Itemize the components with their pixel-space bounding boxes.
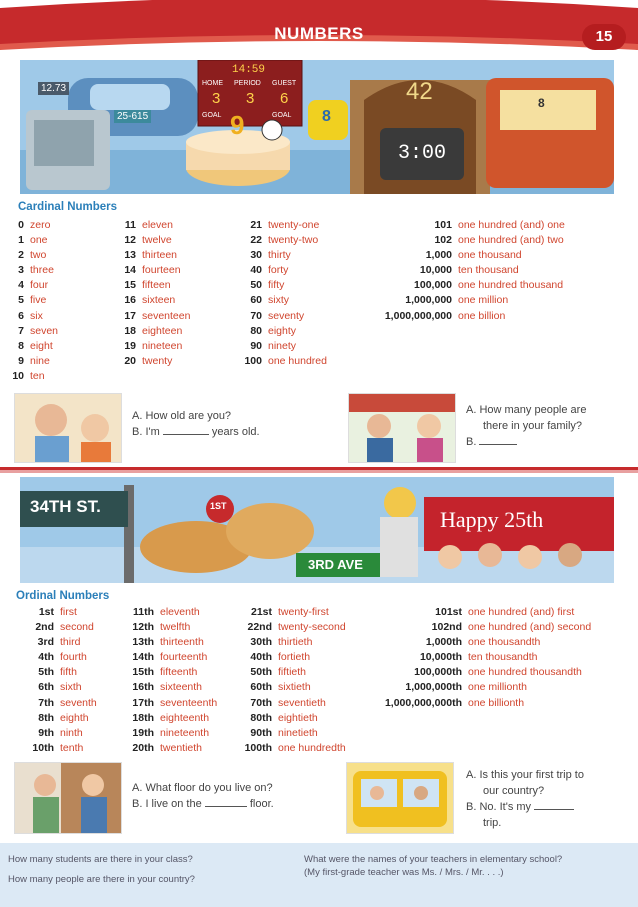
number-figure: 3 xyxy=(18,264,24,277)
number-word: eleven xyxy=(142,219,173,231)
number-figure: 20 xyxy=(124,354,136,367)
number-word: one thousandth xyxy=(468,636,541,649)
number-word: seventy xyxy=(268,309,305,322)
number-figure: 40th xyxy=(250,651,272,664)
number-figure: 4th xyxy=(38,651,54,664)
number-figure: 21 xyxy=(250,219,262,231)
number-word: sixteen xyxy=(142,294,176,307)
number-figure: 30th xyxy=(250,636,272,649)
number-word: one hundred (and) two xyxy=(458,234,564,247)
ordinal-title: Ordinal Numbers xyxy=(16,590,110,602)
number-word: forty xyxy=(268,264,289,277)
qa-family xyxy=(466,402,586,450)
number-row xyxy=(226,248,327,263)
scoreboard-guest-score: 6 xyxy=(280,90,289,107)
number-row xyxy=(8,369,58,384)
number-row xyxy=(112,680,217,695)
number-word: first xyxy=(60,606,77,618)
number-word: one xyxy=(30,234,48,247)
number-word: one hundred (and) one xyxy=(458,219,565,231)
number-figure: 9th xyxy=(38,726,54,739)
number-word: ninetieth xyxy=(278,726,318,739)
number-row xyxy=(112,696,217,711)
qa-family-question-2: there in your family? xyxy=(483,420,583,432)
number-figure: 80th xyxy=(250,711,272,724)
number-figure: 17 xyxy=(124,309,136,322)
number-row xyxy=(112,620,217,635)
number-word: tenth xyxy=(60,741,84,754)
number-figure: 5 xyxy=(18,294,24,307)
clock-display: 3:00 xyxy=(398,142,447,165)
number-word: seventieth xyxy=(278,696,326,709)
number-figure: 100th xyxy=(244,741,272,754)
taxi-illustration xyxy=(346,762,454,834)
number-word: zero xyxy=(30,219,51,231)
avenue-sign: 3RD AVE xyxy=(308,557,363,572)
number-row xyxy=(8,278,58,293)
number-figure: 6th xyxy=(38,681,54,694)
cardinal-illustration xyxy=(20,60,614,194)
number-word: thirtieth xyxy=(278,636,313,649)
number-figure: 13 xyxy=(124,249,136,262)
number-row xyxy=(112,711,217,726)
number-figure: 15th xyxy=(132,666,154,679)
number-row xyxy=(226,263,327,278)
number-row xyxy=(230,680,346,695)
number-word: one hundred xyxy=(268,354,327,367)
ordinal-col4 xyxy=(364,605,591,711)
qa-trip xyxy=(466,767,584,831)
footer-question-teachers: What were the names of your teachers in elementary school? xyxy=(304,854,563,865)
number-row xyxy=(106,233,190,248)
number-figure: 3rd xyxy=(37,636,54,649)
number-word: three xyxy=(30,264,54,277)
number-word: twentieth xyxy=(160,741,203,754)
number-figure: 8 xyxy=(18,339,24,352)
scoreboard-goal-left: GOAL xyxy=(202,112,222,119)
number-figure: 100,000 xyxy=(414,279,452,292)
footer-example-teachers: (My first-grade teacher was Ms. / Mrs. / Mr. . . .) xyxy=(304,867,504,878)
apartment-illustration xyxy=(14,762,122,834)
number-row xyxy=(230,620,346,635)
number-word: fifteen xyxy=(142,279,171,292)
number-word: twenty-second xyxy=(278,621,346,634)
number-figure: 22nd xyxy=(247,621,272,634)
number-row xyxy=(230,711,346,726)
number-row xyxy=(106,354,190,369)
footer-question-country: How many people are there in your country? xyxy=(8,874,195,885)
number-word: fifteenth xyxy=(160,666,198,679)
number-row xyxy=(226,354,327,369)
number-figure: 17th xyxy=(132,696,154,709)
number-word: twenty xyxy=(142,354,173,367)
family-illustration xyxy=(348,393,456,463)
qa-age-answer: B. I'm years old. xyxy=(132,426,260,438)
number-row xyxy=(364,665,591,680)
number-row xyxy=(226,218,327,233)
scoreboard-home-score: 3 xyxy=(212,90,221,107)
number-row xyxy=(112,665,217,680)
section-divider xyxy=(0,467,638,473)
number-figure: 1 xyxy=(18,234,24,247)
street-sign: 34TH ST. xyxy=(30,497,101,516)
qa-family-answer: B. xyxy=(466,434,586,450)
number-figure: 100 xyxy=(244,354,262,367)
discussion-footer xyxy=(0,843,638,907)
number-figure: 20th xyxy=(132,741,154,754)
number-row xyxy=(360,248,565,263)
number-figure: 13th xyxy=(132,636,154,649)
qa-floor xyxy=(132,780,274,812)
number-row xyxy=(106,309,190,324)
number-word: one billion xyxy=(458,309,506,322)
number-row xyxy=(360,278,565,293)
number-row xyxy=(10,726,97,741)
number-word: sixty xyxy=(268,294,289,307)
number-figure: 1st xyxy=(38,606,54,618)
qa-trip-question-2: our country? xyxy=(483,785,545,797)
number-word: one hundred (and) second xyxy=(468,621,592,634)
number-row xyxy=(226,324,327,339)
qa-age-question: A. How old are you? xyxy=(132,410,232,422)
number-word: eighty xyxy=(268,324,297,337)
ordinal-illustration xyxy=(20,477,614,583)
number-word: nineteenth xyxy=(160,726,210,739)
number-row xyxy=(226,233,327,248)
number-row xyxy=(112,650,217,665)
number-word: sixtieth xyxy=(278,681,311,694)
number-figure: 11 xyxy=(124,219,136,231)
number-figure: 101st xyxy=(435,606,462,618)
number-word: two xyxy=(30,249,47,262)
scoreboard-guest-label: GUEST xyxy=(272,80,297,87)
number-word: twenty-first xyxy=(278,606,329,618)
number-word: one billionth xyxy=(468,696,525,709)
number-row xyxy=(360,233,565,248)
qa-age xyxy=(132,408,260,440)
number-word: seventh xyxy=(60,696,97,709)
number-word: seventeen xyxy=(142,309,191,322)
player-number: 8 xyxy=(322,108,331,125)
number-figure: 1,000 xyxy=(425,249,452,262)
number-row xyxy=(364,650,591,665)
number-row xyxy=(360,293,565,308)
number-figure: 1,000,000,000 xyxy=(384,309,452,322)
number-figure: 19th xyxy=(132,726,154,739)
number-row xyxy=(106,248,190,263)
number-figure: 1,000,000,000th xyxy=(384,696,462,709)
number-figure: 11th xyxy=(132,606,154,618)
anniversary-banner: Happy 25th xyxy=(440,507,544,532)
kids-age-illustration xyxy=(14,393,122,463)
number-row xyxy=(226,278,327,293)
number-word: thirteenth xyxy=(160,636,204,649)
number-figure: 21st xyxy=(250,606,272,618)
scoreboard-time: 14:59 xyxy=(232,64,266,76)
number-row xyxy=(230,605,346,620)
number-figure: 0 xyxy=(18,219,24,231)
number-word: ninety xyxy=(268,339,297,352)
cardinal-col1 xyxy=(8,218,58,384)
number-word: sixth xyxy=(60,681,82,694)
qa-trip-question-1: A. Is this your first trip to xyxy=(466,769,584,781)
number-word: fifty xyxy=(268,279,285,292)
number-word: sixteenth xyxy=(160,681,203,694)
door-number: 42 xyxy=(406,78,433,105)
number-word: fourteen xyxy=(142,264,181,277)
scoreboard-goal-right: GOAL xyxy=(272,112,292,119)
number-row xyxy=(10,665,97,680)
cardinal-col2 xyxy=(106,218,190,369)
number-figure: 2 xyxy=(18,249,24,262)
page-title: NUMBERS xyxy=(274,24,364,43)
number-word: eighteen xyxy=(142,324,183,337)
qa-trip-answer-2: trip. xyxy=(483,817,502,829)
number-row xyxy=(226,293,327,308)
number-word: twenty-two xyxy=(268,234,319,247)
number-figure: 19 xyxy=(124,339,136,352)
number-word: eighth xyxy=(60,711,89,724)
number-figure: 101 xyxy=(434,219,452,231)
number-figure: 10th xyxy=(32,741,54,754)
number-word: one million xyxy=(458,294,509,307)
number-figure: 102 xyxy=(434,234,452,247)
number-figure: 60th xyxy=(250,681,272,694)
number-row xyxy=(10,696,97,711)
number-figure: 4 xyxy=(18,279,24,292)
number-figure: 50th xyxy=(250,666,272,679)
qa-floor-answer: B. I live on the floor. xyxy=(132,798,274,810)
number-word: eightieth xyxy=(278,711,318,724)
number-row xyxy=(364,635,591,650)
number-word: nineteen xyxy=(142,339,183,352)
number-word: fiftieth xyxy=(278,666,307,679)
number-row xyxy=(8,354,58,369)
number-row xyxy=(8,233,58,248)
prize-ribbon: 1ST xyxy=(210,501,227,511)
number-word: four xyxy=(30,279,49,292)
number-row xyxy=(230,741,346,756)
number-row xyxy=(112,605,217,620)
number-row xyxy=(106,263,190,278)
number-word: third xyxy=(60,636,81,649)
number-figure: 8th xyxy=(38,711,54,724)
number-row xyxy=(112,741,217,756)
number-word: nine xyxy=(30,354,50,367)
number-word: ninth xyxy=(60,726,83,739)
number-word: one hundredth xyxy=(278,741,346,754)
number-figure: 1,000,000 xyxy=(405,294,452,307)
number-word: one thousand xyxy=(458,249,522,262)
qa-family-question-1: A. How many people are xyxy=(466,404,587,416)
number-figure: 7th xyxy=(38,696,54,709)
number-figure: 16 xyxy=(124,294,136,307)
number-figure: 10,000th xyxy=(419,651,462,664)
number-row xyxy=(230,665,346,680)
number-word: one hundred thousand xyxy=(458,279,564,292)
number-row xyxy=(8,248,58,263)
number-word: ten thousandth xyxy=(468,651,538,664)
number-row xyxy=(360,309,565,324)
number-row xyxy=(106,293,190,308)
number-figure: 16th xyxy=(132,681,154,694)
number-word: eight xyxy=(30,339,53,352)
number-word: six xyxy=(30,309,43,322)
number-row xyxy=(10,635,97,650)
scoreboard-home-label: HOME xyxy=(202,80,223,87)
cardinal-col3 xyxy=(226,218,327,369)
number-figure: 7 xyxy=(18,324,24,337)
number-row xyxy=(230,635,346,650)
ordinal-col3 xyxy=(230,605,346,756)
number-word: twelve xyxy=(142,234,172,247)
number-row xyxy=(8,263,58,278)
number-figure: 22 xyxy=(250,234,262,247)
number-word: one hundred thousandth xyxy=(468,666,582,679)
qa-floor-question: A. What floor do you live on? xyxy=(132,782,273,794)
scoreboard-period-label: PERIOD xyxy=(234,80,261,87)
number-word: eleventh xyxy=(160,606,200,618)
number-row xyxy=(112,635,217,650)
number-figure: 12 xyxy=(124,234,136,247)
number-row xyxy=(10,711,97,726)
number-word: seventeenth xyxy=(160,696,218,709)
number-row xyxy=(364,620,591,635)
number-row xyxy=(106,218,190,233)
number-figure: 12th xyxy=(132,621,154,634)
number-word: ten thousand xyxy=(458,264,519,277)
ordinal-col2 xyxy=(112,605,217,756)
number-word: thirteen xyxy=(142,249,178,262)
number-row xyxy=(226,339,327,354)
number-figure: 30 xyxy=(250,249,262,262)
number-word: five xyxy=(30,294,47,307)
number-word: fourteenth xyxy=(160,651,208,664)
number-row xyxy=(8,324,58,339)
cardinal-title: Cardinal Numbers xyxy=(18,201,118,213)
number-word: twelfth xyxy=(160,621,191,634)
number-figure: 80 xyxy=(250,324,262,337)
number-figure: 18 xyxy=(124,324,136,337)
number-figure: 1,000,000th xyxy=(405,681,462,694)
number-figure: 5th xyxy=(38,666,54,679)
number-row xyxy=(364,680,591,695)
number-row xyxy=(230,696,346,711)
number-figure: 70th xyxy=(250,696,272,709)
number-figure: 100,000th xyxy=(414,666,462,679)
scoreboard-period-score: 3 xyxy=(246,90,255,107)
bus-number: 8 xyxy=(538,96,545,110)
number-row xyxy=(230,726,346,741)
number-row xyxy=(364,605,591,620)
price-tag: 25-615 xyxy=(114,110,151,123)
cardinal-col4 xyxy=(360,218,565,324)
number-word: fourth xyxy=(60,651,87,664)
number-figure: 1,000th xyxy=(425,636,462,649)
number-word: one millionth xyxy=(468,681,527,694)
number-row xyxy=(10,741,97,756)
number-row xyxy=(10,620,97,635)
number-figure: 10,000 xyxy=(419,264,452,277)
number-row xyxy=(8,339,58,354)
number-figure: 18th xyxy=(132,711,154,724)
number-row xyxy=(8,293,58,308)
number-row xyxy=(106,339,190,354)
number-figure: 10 xyxy=(12,369,24,382)
number-figure: 9 xyxy=(18,354,24,367)
number-figure: 60 xyxy=(250,294,262,307)
number-word: ten xyxy=(30,369,45,382)
number-figure: 14 xyxy=(124,264,136,277)
number-word: fortieth xyxy=(278,651,311,664)
number-row xyxy=(360,218,565,233)
svg-text:9: 9 xyxy=(230,110,245,140)
number-figure: 2nd xyxy=(35,621,54,634)
number-row xyxy=(10,605,97,620)
number-figure: 90th xyxy=(250,726,272,739)
number-word: seven xyxy=(30,324,59,337)
number-row xyxy=(360,263,565,278)
number-row xyxy=(106,324,190,339)
number-word: second xyxy=(60,621,94,634)
number-figure: 6 xyxy=(18,309,24,322)
number-word: eighteenth xyxy=(160,711,210,724)
number-row xyxy=(364,696,591,711)
page-number: 15 xyxy=(582,24,626,50)
number-figure: 90 xyxy=(250,339,262,352)
number-row xyxy=(8,218,58,233)
number-figure: 70 xyxy=(250,309,262,322)
qa-trip-answer-1: B. No. It's my xyxy=(466,799,584,815)
footer-question-class: How many students are there in your class? xyxy=(8,854,193,865)
ordinal-col1 xyxy=(10,605,97,756)
number-row xyxy=(8,309,58,324)
number-row xyxy=(10,650,97,665)
number-word: thirty xyxy=(268,249,291,262)
number-row xyxy=(226,309,327,324)
number-word: twenty-one xyxy=(268,219,320,231)
number-row xyxy=(106,278,190,293)
number-word: one hundred (and) first xyxy=(468,606,575,618)
number-row xyxy=(10,680,97,695)
number-row xyxy=(112,726,217,741)
number-row xyxy=(230,650,346,665)
register-display: 12.73 xyxy=(38,82,69,95)
number-figure: 50 xyxy=(250,279,262,292)
number-word: fifth xyxy=(60,666,77,679)
number-figure: 102nd xyxy=(431,621,462,634)
number-figure: 14th xyxy=(132,651,154,664)
number-figure: 15 xyxy=(124,279,136,292)
number-figure: 40 xyxy=(250,264,262,277)
